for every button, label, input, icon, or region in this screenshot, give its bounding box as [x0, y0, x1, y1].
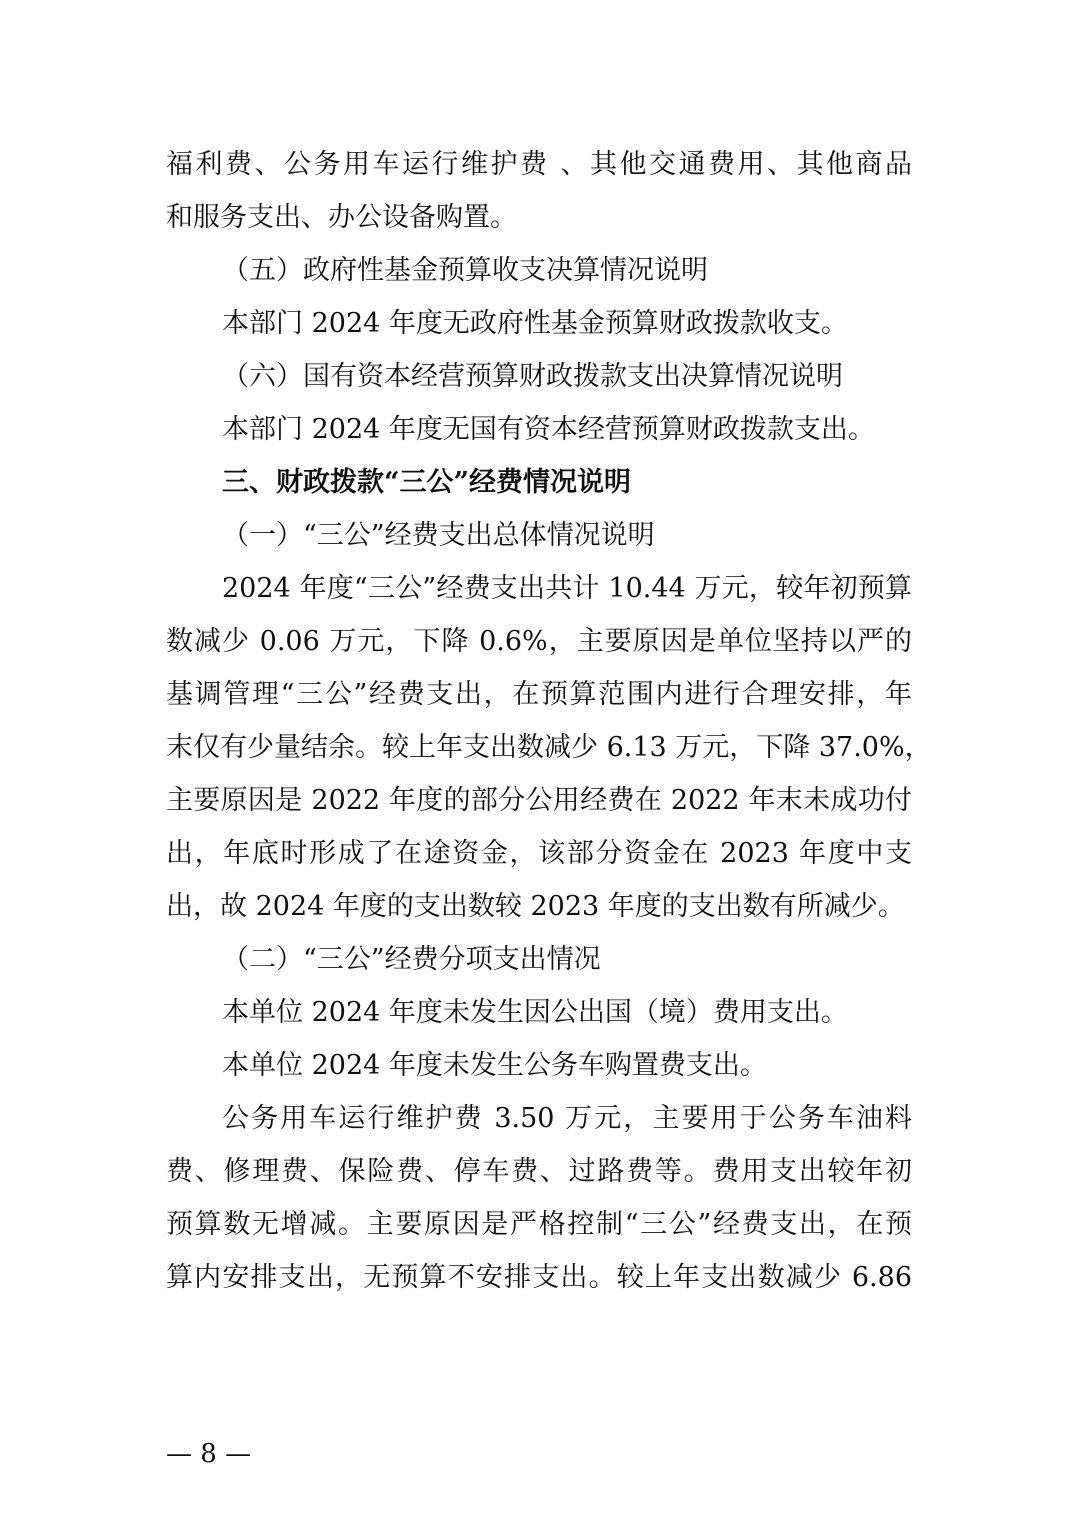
- text-line: 主要原因是 2022 年度的部分公用经费在 2022 年末未成功付: [166, 785, 912, 816]
- text-line: 出，故 2024 年度的支出数较 2023 年度的支出数有所减少。: [166, 891, 905, 922]
- paragraph-overseas-travel: 本单位 2024 年度未发生因公出国（境）费用支出。: [222, 997, 848, 1028]
- section-heading-three-public: 三、财政拨款“三公”经费情况说明: [222, 467, 632, 498]
- document-body: [166, 138, 932, 1304]
- text-line: 和服务支出、办公设备购置。: [166, 202, 517, 233]
- text-line: 算内安排支出，无预算不安排支出。较上年支出数减少 6.86: [166, 1262, 912, 1293]
- subheading-state-capital: （六）国有资本经营预算财政拨款支出决算情况说明: [222, 361, 843, 392]
- subheading-government-fund: （五）政府性基金预算收支决算情况说明: [222, 255, 708, 286]
- text-line: 福利费、公务用车运行维护费 、其他交通费用、其他商品: [166, 149, 912, 180]
- text-line: 公务用车运行维护费 3.50 万元，主要用于公务车油料: [222, 1103, 912, 1134]
- paragraph-government-fund: 本部门 2024 年度无政府性基金预算财政拨款收支。: [222, 308, 848, 339]
- subheading-itemized: （二）“三公”经费分项支出情况: [222, 944, 601, 975]
- paragraph-vehicle-operation: [166, 1092, 912, 1304]
- text-line: 2024 年度“三公”经费支出共计 10.44 万元，较年初预算: [222, 573, 912, 604]
- paragraph-overall: [166, 562, 932, 933]
- text-line: 数减少 0.06 万元，下降 0.6%，主要原因是单位坚持以严的: [166, 626, 912, 657]
- text-line: 预算数无增减。主要原因是严格控制“三公”经费支出，在预: [166, 1209, 912, 1240]
- page-number: — 8 —: [166, 1439, 252, 1469]
- text-line: 出，年底时形成了在途资金，该部分资金在 2023 年度中支: [166, 838, 912, 869]
- text-line: 费、修理费、保险费、停车费、过路费等。费用支出较年初: [166, 1156, 912, 1187]
- paragraph-vehicle-purchase: 本单位 2024 年度未发生公务车购置费支出。: [222, 1050, 767, 1081]
- paragraph-continuation: [166, 138, 912, 244]
- subheading-overall: （一）“三公”经费支出总体情况说明: [222, 520, 655, 551]
- text-line: 末仅有少量结余。较上年支出数减少 6.13 万元，下降 37.0%，: [166, 732, 932, 763]
- paragraph-state-capital: 本部门 2024 年度无国有资本经营预算财政拨款支出。: [222, 414, 875, 445]
- text-line: 基调管理“三公”经费支出，在预算范围内进行合理安排，年: [166, 679, 912, 710]
